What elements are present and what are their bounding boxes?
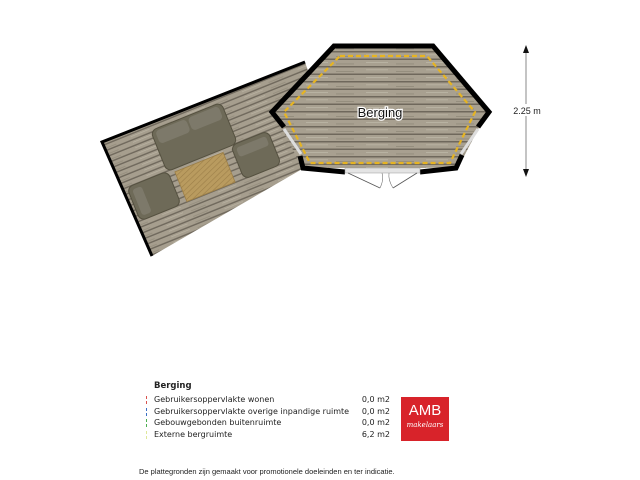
- legend-row-buitenruimte: [146, 417, 390, 429]
- legend-marker: [146, 396, 147, 404]
- door-leaf-right: [393, 173, 417, 188]
- legend-value: 0,0 m2: [361, 406, 390, 416]
- legend-row-bergruimte: [146, 429, 390, 441]
- legend-label: Gebruikersoppervlakte overige inpandige ruimte: [154, 406, 350, 416]
- legend-value: 0,0 m2: [361, 395, 390, 404]
- legend-value: 0,0 m2: [361, 418, 390, 427]
- legend-row-wonen: [146, 394, 390, 406]
- legend-marker: [146, 408, 147, 416]
- legend-row-overige: [146, 406, 390, 418]
- logo-sub-text: makelaars: [406, 421, 444, 429]
- door-leaf-left: [348, 173, 380, 188]
- legend-marker: [146, 419, 147, 427]
- legend-value: 6,2 m2: [361, 429, 390, 439]
- dimension-label: 2.25 m: [513, 106, 541, 116]
- legend-label: Externe bergruimte: [154, 429, 233, 439]
- disclaimer-text: De plattegronden zijn gemaakt voor promotionele doeleinden en ter indicatie.: [139, 467, 395, 476]
- legend-marker: [146, 431, 147, 439]
- dimension-indicator: [510, 45, 544, 177]
- legend-title: Berging: [154, 381, 192, 391]
- logo-main-text: AMB: [408, 402, 442, 419]
- area-legend: [146, 381, 390, 440]
- legend-label: Gebouwgebonden buitenruimte: [154, 418, 282, 427]
- door-frame: [345, 168, 420, 173]
- legend-label: Gebruikersoppervlakte wonen: [154, 395, 275, 404]
- amb-makelaars-logo: [401, 397, 449, 441]
- room-label: Berging: [357, 105, 403, 120]
